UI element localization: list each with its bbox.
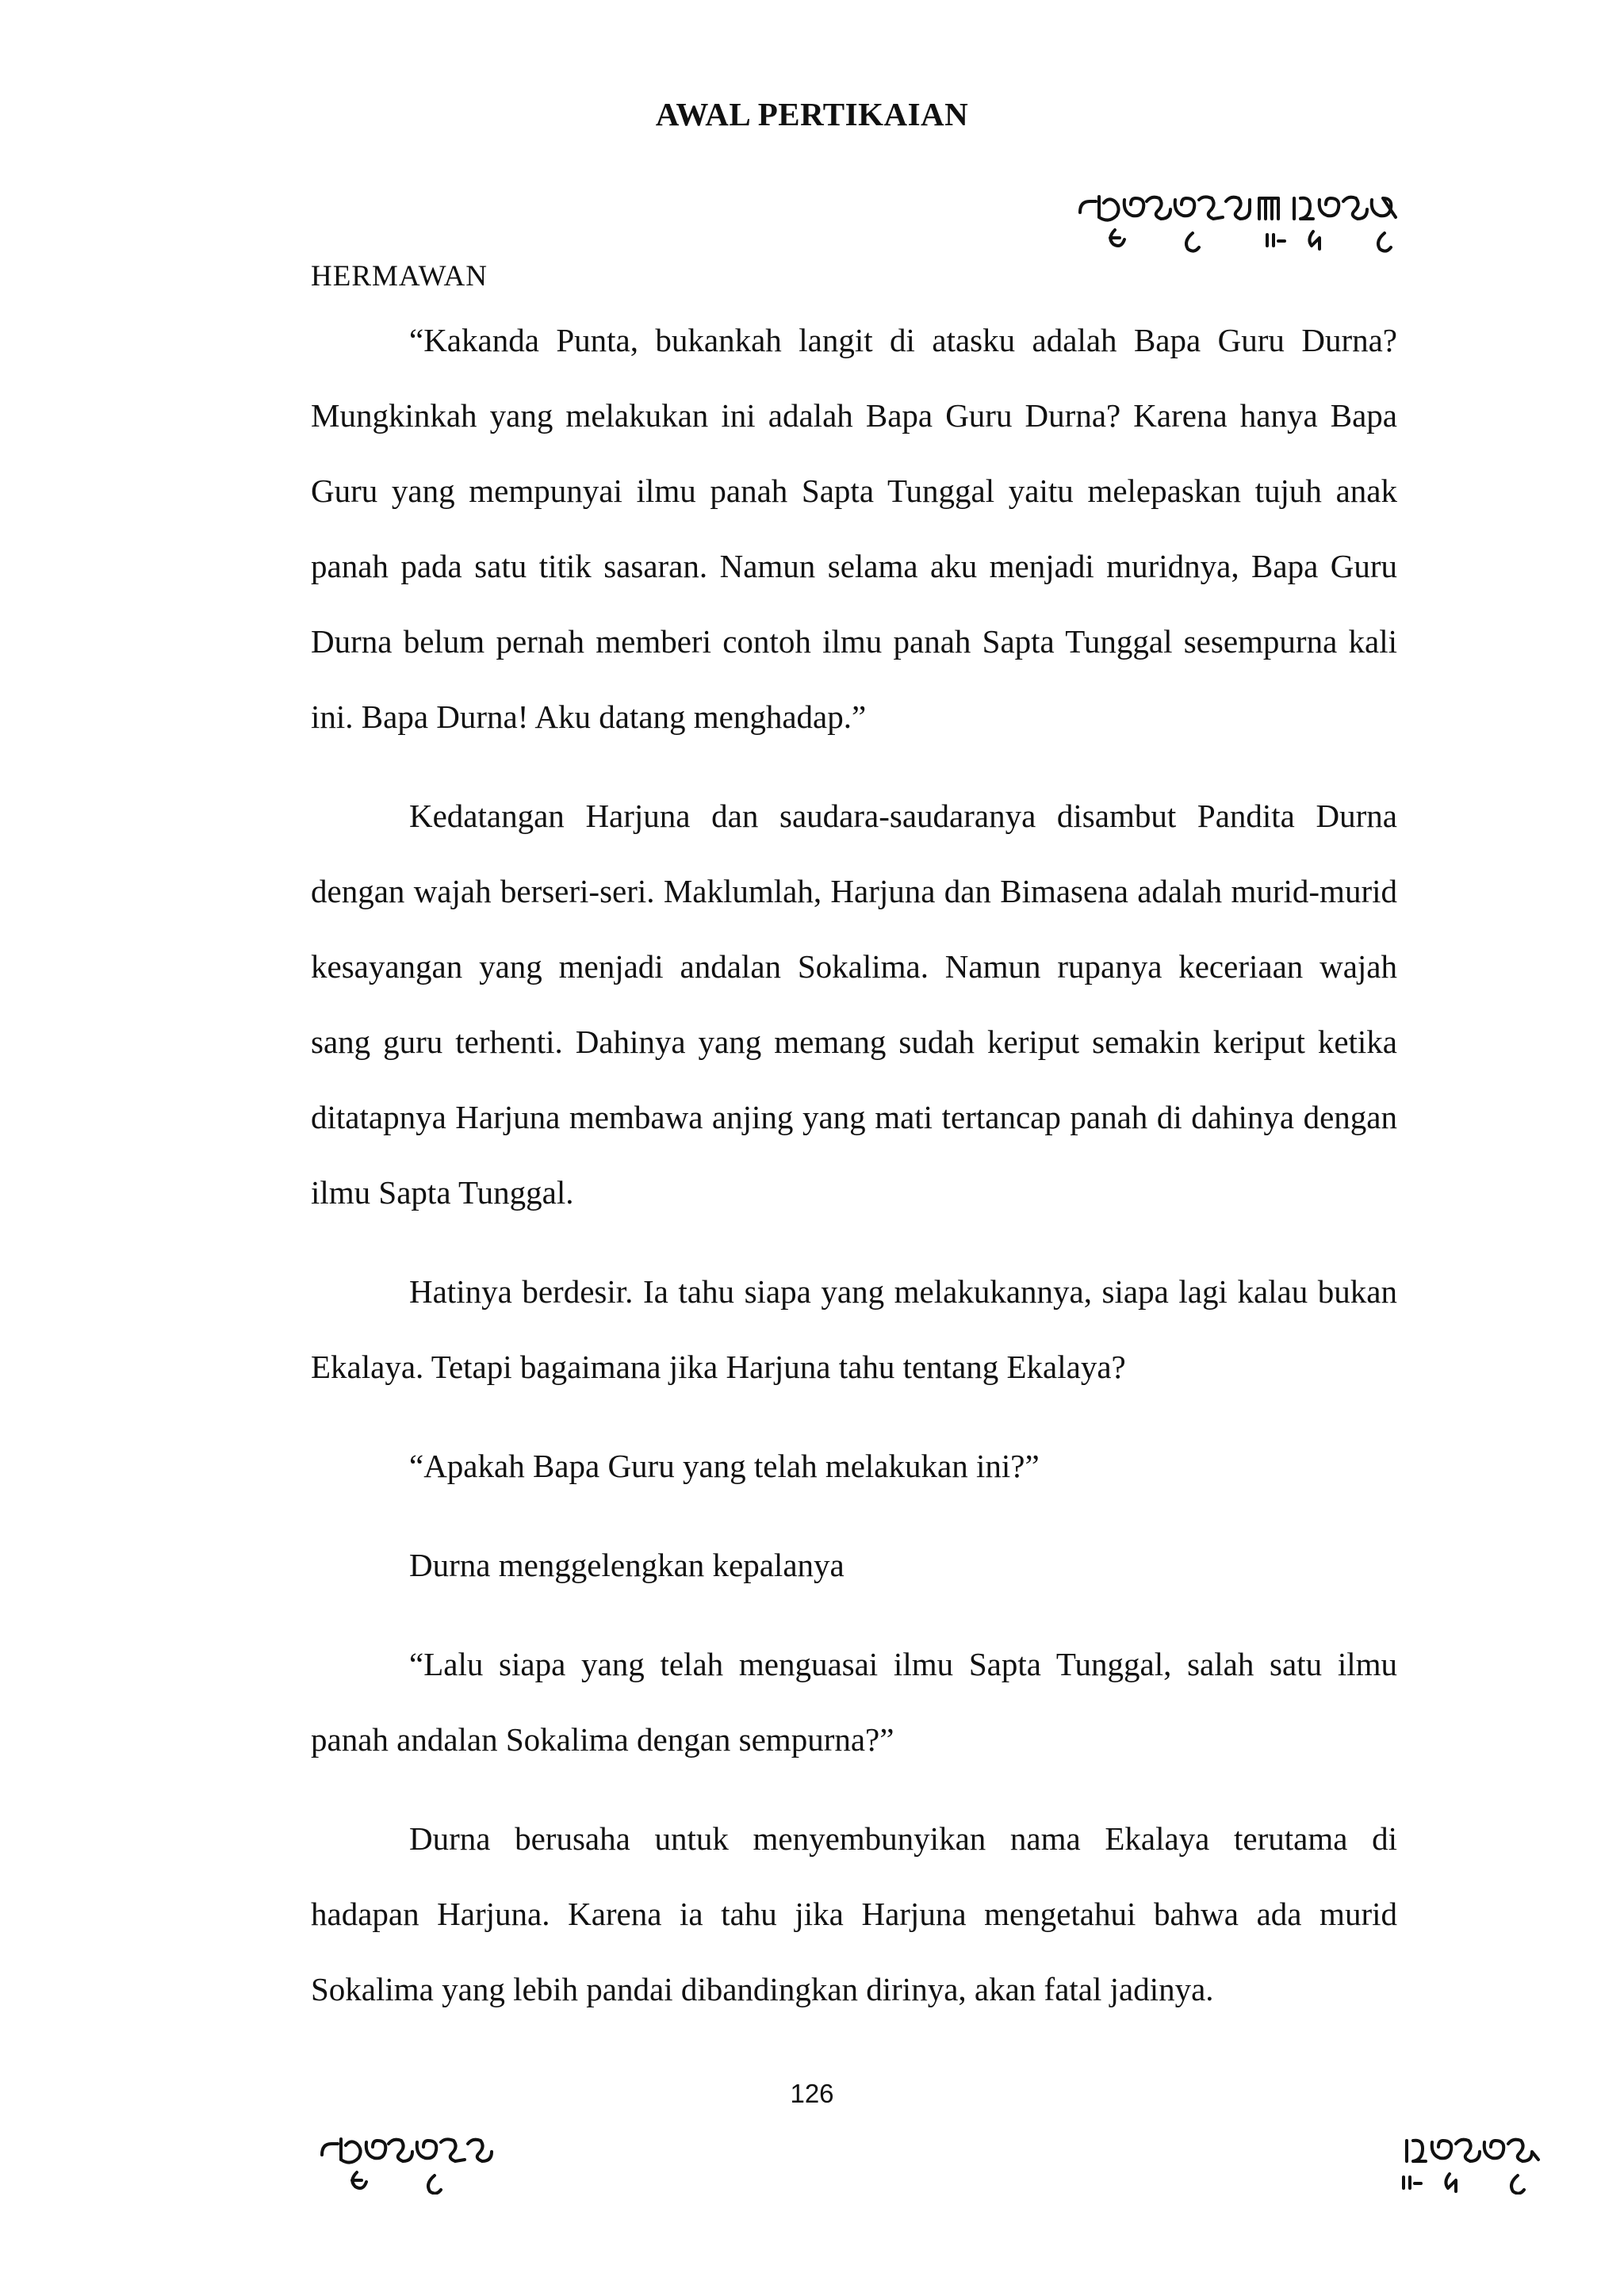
speaker-label: HERMAWAN [311, 260, 488, 293]
paragraph: “Lalu siapa yang telah menguasai ilmu Sapta Tunggal, salah satu ilmu panah andalan Sokalima dengan sempurna?” [311, 1646, 1397, 1758]
paragraph: Hatinya berdesir. Ia tahu siapa yang melakukannya, siapa lagi kalau bukan Ekalaya. Tetapi bagaimana jika Harjuna tahu tentang Ekalaya? [311, 1273, 1397, 1385]
paragraph: Durna menggelengkan kepalanya [409, 1547, 845, 1583]
paragraph: Kedatangan Harjuna dan saudara-saudaranya disambut Pandita Durna dengan wajah berseri-seri. Maklumlah, Harjuna dan Bimasena adalah murid-murid kesayangan yang menjadi andalan Sokalima. Namun rupanya keceriaan wajah sang guru terhenti. Dahinya yang memang sudah keriput semakin keriput ketika ditatapnya Harjuna membawa anjing yang mati tertancap panah di dahinya dengan ilmu Sapta Tunggal. [311, 798, 1397, 1211]
page-number: 126 [790, 2079, 834, 2108]
paragraph: Durna berusaha untuk menyembunyikan nama Ekalaya terutama di hadapan Harjuna. Karena ia tahu jika Harjuna mengetahui bahwa ada murid Sokalima yang lebih pandai dibandingkan dirinya, akan fatal jadinya. [311, 1820, 1397, 2007]
page-title: AWAL PERTIKAIAN [655, 96, 969, 132]
javanese-script-header [1075, 189, 1408, 257]
body-text [311, 303, 1397, 2027]
paragraph: “Kakanda Punta, bukankah langit di atasku adalah Bapa Guru Durna? Mungkinkah yang melakukan ini adalah Bapa Guru Durna? Karena hanya Bapa Guru yang mempunyai ilmu panah Sapta Tunggal yaitu melepaskan tujuh anak panah pada satu titik sasaran. Namun selama aku menjadi muridnya, Bapa Guru Durna belum pernah memberi contoh ilmu panah Sapta Tunggal sesempurna kali ini. Bapa Durna! Aku datang menghadap.” [311, 322, 1397, 735]
javanese-script-footer-right [1399, 2131, 1557, 2195]
paragraph: “Apakah Bapa Guru yang telah melakukan ini?” [409, 1448, 1040, 1484]
javanese-script-footer-left [317, 2131, 500, 2195]
